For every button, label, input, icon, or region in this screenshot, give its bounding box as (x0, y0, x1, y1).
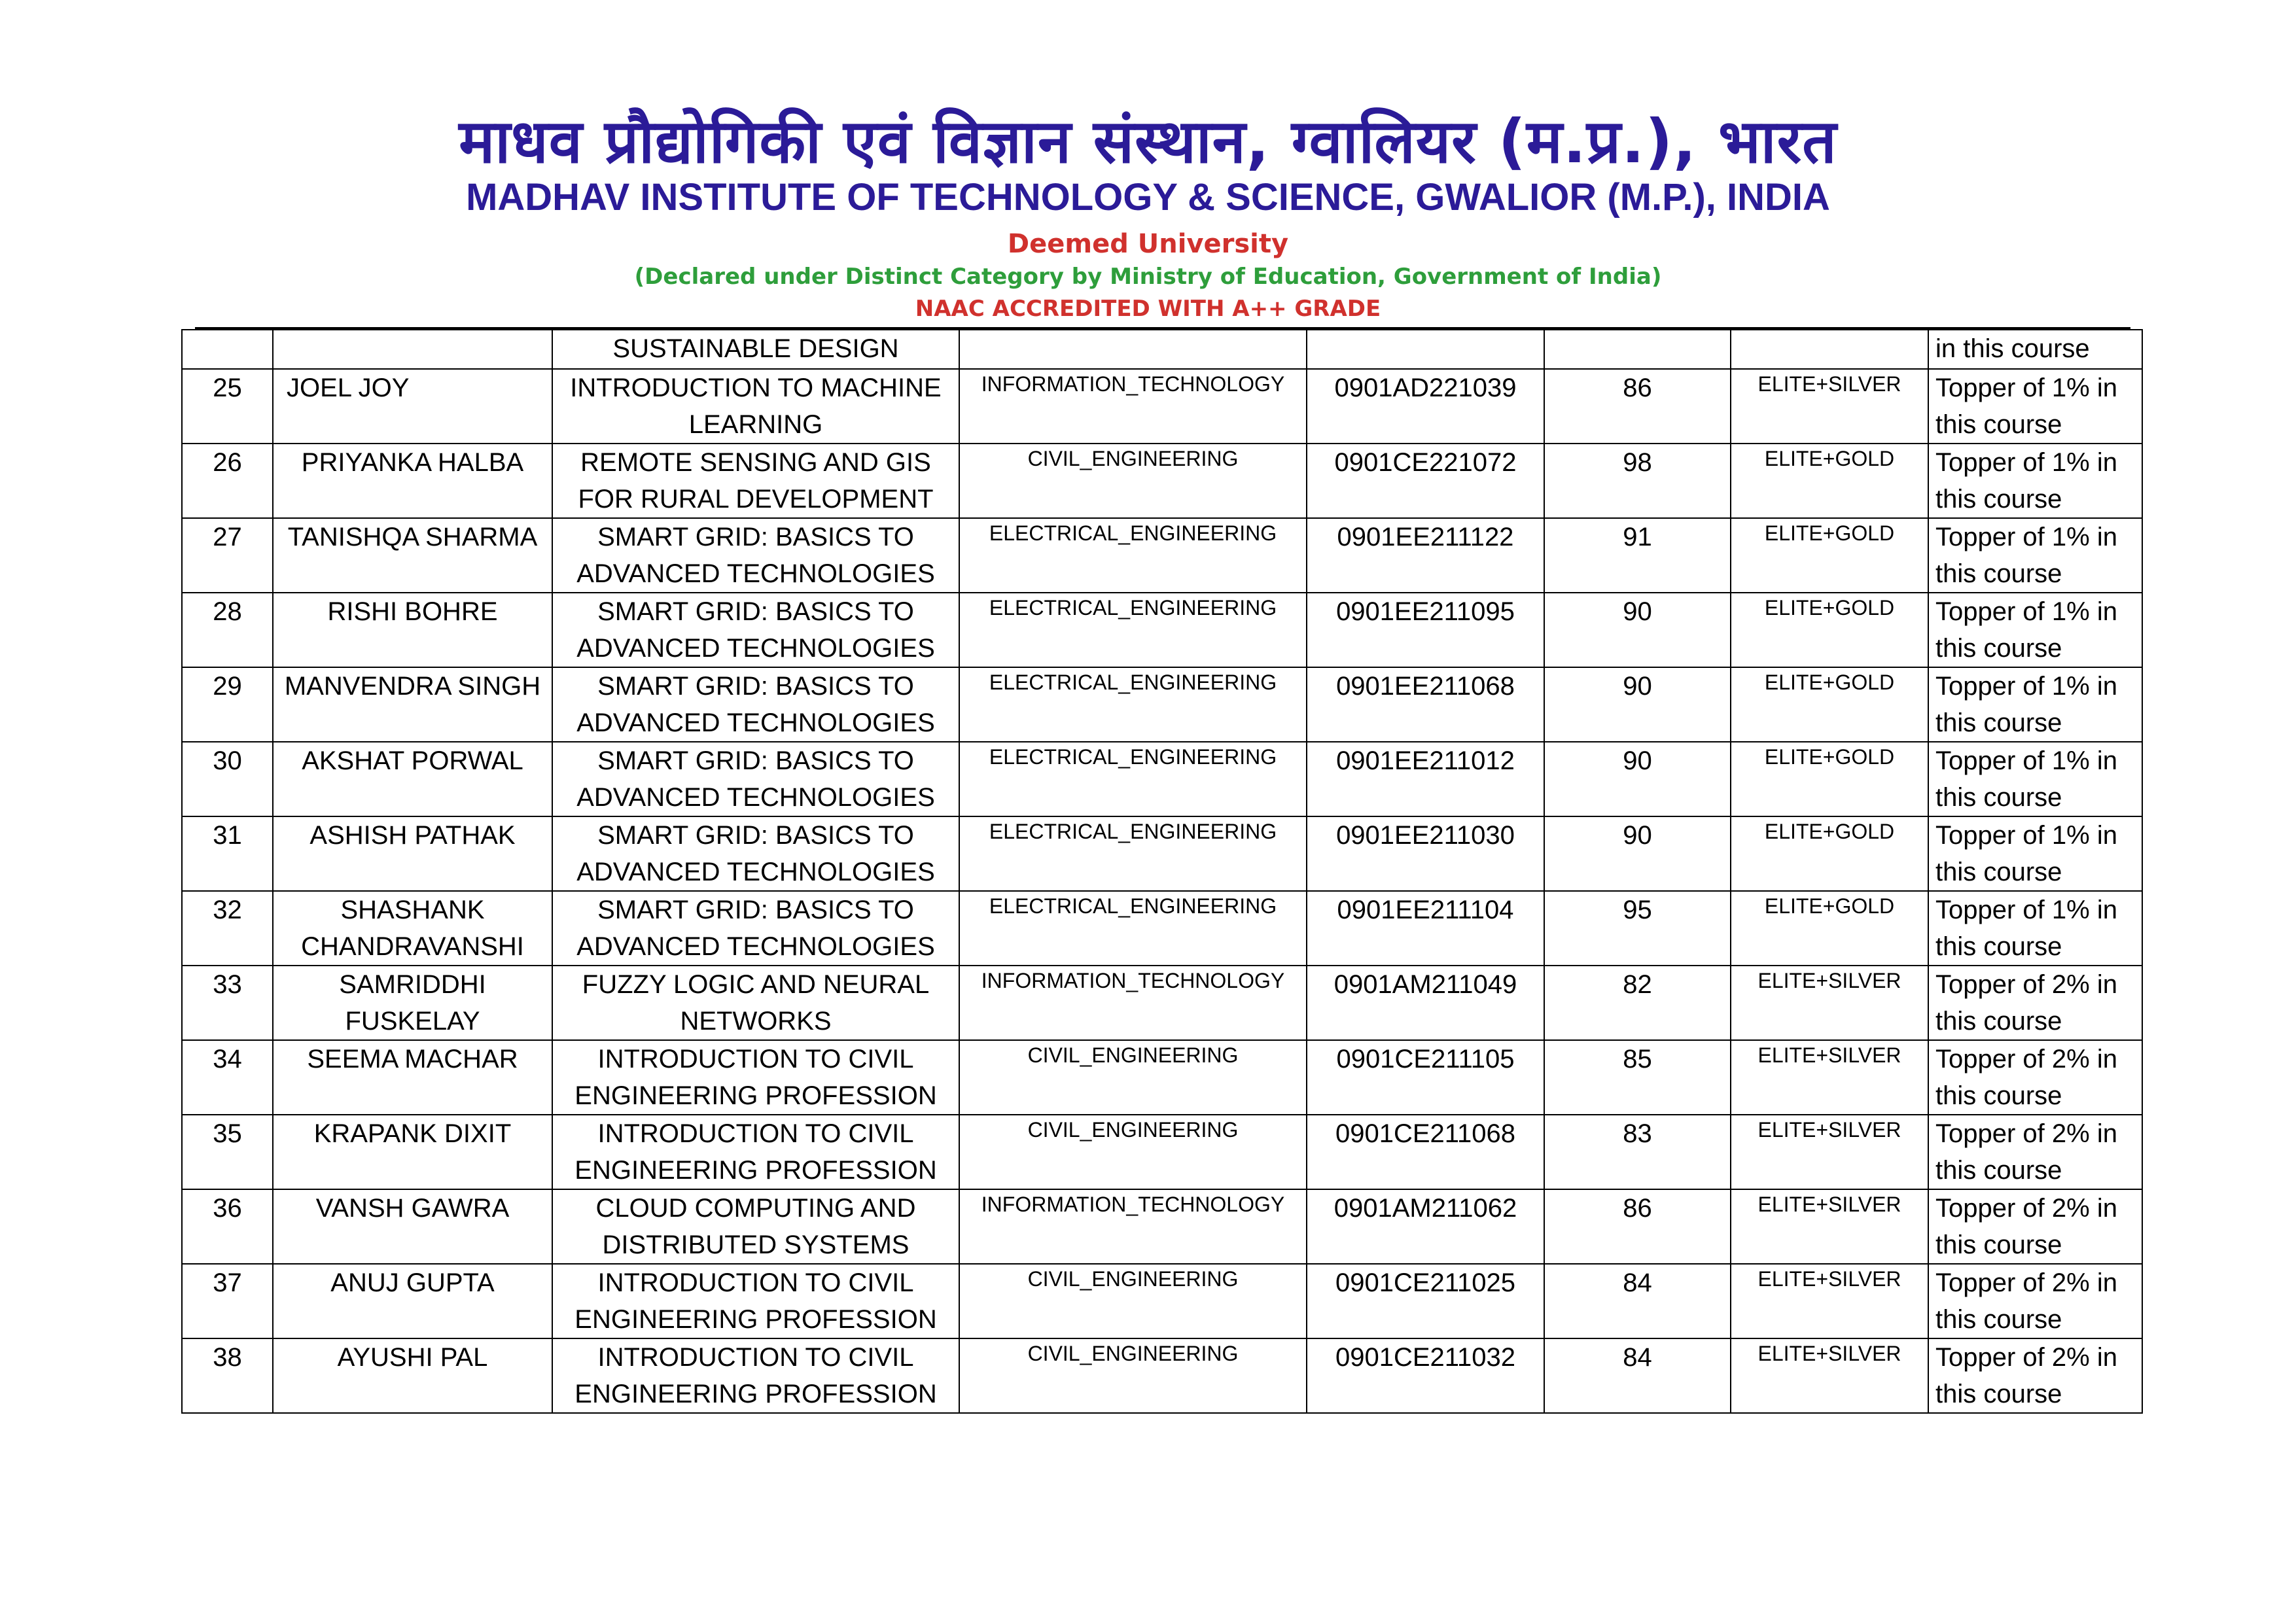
cell-course: SMART GRID: BASICS TO ADVANCED TECHNOLOGIES (552, 816, 959, 891)
cell-sno: 29 (182, 667, 273, 742)
table-row (182, 1338, 2142, 1413)
cell-name: AYUSHI PAL (273, 1338, 552, 1413)
cell-name: TANISHQA SHARMA (273, 518, 552, 593)
cell-certificate: ELITE+SILVER (1731, 1264, 1928, 1338)
cell-name: JOEL JOY (273, 369, 552, 444)
cell-sno: 25 (182, 369, 273, 444)
table-row (182, 891, 2142, 966)
cell-department: ELECTRICAL_ENGINEERING (959, 593, 1307, 667)
cell-department (959, 330, 1307, 369)
cell-name: RISHI BOHRE (273, 593, 552, 667)
cell-sno (182, 330, 273, 369)
cell-rank: Topper of 1% in this course (1928, 444, 2142, 518)
cell-department: CIVIL_ENGINEERING (959, 1040, 1307, 1115)
cell-roll-number: 0901CE211105 (1307, 1040, 1544, 1115)
cell-roll-number: 0901EE211068 (1307, 667, 1544, 742)
cell-roll-number: 0901EE211122 (1307, 518, 1544, 593)
cell-sno: 33 (182, 966, 273, 1040)
table-row (182, 742, 2142, 816)
cell-course: INTRODUCTION TO CIVIL ENGINEERING PROFESSION (552, 1338, 959, 1413)
institute-title-hindi: माधव प्रौद्योगिकी एवं विज्ञान संस्थान, ग्वालियर (म.प्र.), भारत (459, 107, 1837, 177)
cell-name: SAMRIDDHI FUSKELAY (273, 966, 552, 1040)
cell-department: ELECTRICAL_ENGINEERING (959, 742, 1307, 816)
cell-score: 86 (1544, 1189, 1731, 1264)
cell-certificate: ELITE+GOLD (1731, 667, 1928, 742)
cell-score: 84 (1544, 1338, 1731, 1413)
cell-score: 91 (1544, 518, 1731, 593)
table-row (182, 1040, 2142, 1115)
cell-department: ELECTRICAL_ENGINEERING (959, 891, 1307, 966)
cell-name: KRAPANK DIXIT (273, 1115, 552, 1189)
cell-course: FUZZY LOGIC AND NEURAL NETWORKS (552, 966, 959, 1040)
table-row (182, 1189, 2142, 1264)
cell-certificate: ELITE+GOLD (1731, 816, 1928, 891)
cell-rank: Topper of 2% in this course (1928, 1189, 2142, 1264)
cell-rank: Topper of 1% in this course (1928, 593, 2142, 667)
cell-sno: 32 (182, 891, 273, 966)
cell-name: VANSH GAWRA (273, 1189, 552, 1264)
cell-sno: 34 (182, 1040, 273, 1115)
cell-course: SMART GRID: BASICS TO ADVANCED TECHNOLOGIES (552, 518, 959, 593)
cell-certificate: ELITE+SILVER (1731, 1189, 1928, 1264)
cell-department: CIVIL_ENGINEERING (959, 444, 1307, 518)
cell-rank: Topper of 1% in this course (1928, 742, 2142, 816)
cell-roll-number: 0901EE211104 (1307, 891, 1544, 966)
cell-rank: Topper of 1% in this course (1928, 816, 2142, 891)
cell-sno: 26 (182, 444, 273, 518)
cell-course: INTRODUCTION TO CIVIL ENGINEERING PROFESSION (552, 1040, 959, 1115)
cell-course: SMART GRID: BASICS TO ADVANCED TECHNOLOGIES (552, 891, 959, 966)
cell-score: 86 (1544, 369, 1731, 444)
declaration-statement: (Declared under Distinct Category by Ministry of Education, Government of India) (634, 264, 1662, 290)
cell-roll-number: 0901EE211030 (1307, 816, 1544, 891)
cell-rank: Topper of 2% in this course (1928, 1040, 2142, 1115)
cell-sno: 36 (182, 1189, 273, 1264)
table-row (182, 816, 2142, 891)
cell-name: SEEMA MACHAR (273, 1040, 552, 1115)
cell-roll-number: 0901AD221039 (1307, 369, 1544, 444)
table-row (182, 518, 2142, 593)
table-row (182, 444, 2142, 518)
cell-score: 84 (1544, 1264, 1731, 1338)
cell-score: 82 (1544, 966, 1731, 1040)
cell-roll-number: 0901CE211068 (1307, 1115, 1544, 1189)
cell-name (273, 330, 552, 369)
naac-accreditation: NAAC ACCREDITED WITH A++ GRADE (915, 296, 1381, 322)
cell-certificate: ELITE+SILVER (1731, 1338, 1928, 1413)
cell-rank: Topper of 1% in this course (1928, 891, 2142, 966)
cell-roll-number: 0901CE221072 (1307, 444, 1544, 518)
cell-certificate: ELITE+GOLD (1731, 742, 1928, 816)
cell-score (1544, 330, 1731, 369)
cell-score: 83 (1544, 1115, 1731, 1189)
cell-name: ANUJ GUPTA (273, 1264, 552, 1338)
cell-sno: 37 (182, 1264, 273, 1338)
cell-department: CIVIL_ENGINEERING (959, 1115, 1307, 1189)
table-row (182, 667, 2142, 742)
cell-sno: 28 (182, 593, 273, 667)
cell-certificate: ELITE+SILVER (1731, 1040, 1928, 1115)
cell-department: CIVIL_ENGINEERING (959, 1264, 1307, 1338)
cell-department: INFORMATION_TECHNOLOGY (959, 966, 1307, 1040)
cell-course: SUSTAINABLE DESIGN (552, 330, 959, 369)
cell-course: CLOUD COMPUTING AND DISTRIBUTED SYSTEMS (552, 1189, 959, 1264)
cell-roll-number: 0901AM211062 (1307, 1189, 1544, 1264)
cell-sno: 35 (182, 1115, 273, 1189)
table-row-continued (182, 330, 2142, 369)
cell-score: 85 (1544, 1040, 1731, 1115)
cell-name: ASHISH PATHAK (273, 816, 552, 891)
cell-score: 90 (1544, 816, 1731, 891)
table-row (182, 966, 2142, 1040)
cell-name: MANVENDRA SINGH (273, 667, 552, 742)
cell-course: REMOTE SENSING AND GIS FOR RURAL DEVELOPMENT (552, 444, 959, 518)
cell-certificate (1731, 330, 1928, 369)
cell-name: AKSHAT PORWAL (273, 742, 552, 816)
cell-rank: Topper of 1% in this course (1928, 369, 2142, 444)
cell-department: ELECTRICAL_ENGINEERING (959, 667, 1307, 742)
cell-sno: 30 (182, 742, 273, 816)
cell-name: SHASHANK CHANDRAVANSHI (273, 891, 552, 966)
cell-course: INTRODUCTION TO MACHINE LEARNING (552, 369, 959, 444)
cell-name: PRIYANKA HALBA (273, 444, 552, 518)
cell-course: INTRODUCTION TO CIVIL ENGINEERING PROFESSION (552, 1115, 959, 1189)
cell-certificate: ELITE+SILVER (1731, 369, 1928, 444)
cell-roll-number: 0901CE211025 (1307, 1264, 1544, 1338)
cell-sno: 38 (182, 1338, 273, 1413)
cell-roll-number: 0901CE211032 (1307, 1338, 1544, 1413)
cell-rank: Topper of 2% in this course (1928, 1264, 2142, 1338)
cell-roll-number: 0901EE211095 (1307, 593, 1544, 667)
cell-course: SMART GRID: BASICS TO ADVANCED TECHNOLOGIES (552, 742, 959, 816)
cell-department: INFORMATION_TECHNOLOGY (959, 1189, 1307, 1264)
cell-department: ELECTRICAL_ENGINEERING (959, 518, 1307, 593)
cell-score: 90 (1544, 593, 1731, 667)
cell-roll-number: 0901AM211049 (1307, 966, 1544, 1040)
cell-sno: 27 (182, 518, 273, 593)
cell-rank: Topper of 1% in this course (1928, 667, 2142, 742)
cell-department: CIVIL_ENGINEERING (959, 1338, 1307, 1413)
cell-score: 98 (1544, 444, 1731, 518)
cell-certificate: ELITE+GOLD (1731, 444, 1928, 518)
cell-rank: in this course (1928, 330, 2142, 369)
cell-course: SMART GRID: BASICS TO ADVANCED TECHNOLOGIES (552, 593, 959, 667)
cell-roll-number: 0901EE211012 (1307, 742, 1544, 816)
cell-sno: 31 (182, 816, 273, 891)
cell-certificate: ELITE+GOLD (1731, 518, 1928, 593)
cell-certificate: ELITE+GOLD (1731, 891, 1928, 966)
results-table (181, 329, 2143, 1414)
cell-score: 90 (1544, 667, 1731, 742)
cell-certificate: ELITE+GOLD (1731, 593, 1928, 667)
cell-certificate: ELITE+SILVER (1731, 1115, 1928, 1189)
cell-department: ELECTRICAL_ENGINEERING (959, 816, 1307, 891)
cell-rank: Topper of 1% in this course (1928, 518, 2142, 593)
cell-certificate: ELITE+SILVER (1731, 966, 1928, 1040)
institute-title-english: MADHAV INSTITUTE OF TECHNOLOGY & SCIENCE, GWALIOR (M.P.), INDIA (466, 176, 1830, 218)
cell-rank: Topper of 2% in this course (1928, 1115, 2142, 1189)
cell-rank: Topper of 2% in this course (1928, 966, 2142, 1040)
deemed-university-label: Deemed University (1007, 229, 1289, 259)
cell-department: INFORMATION_TECHNOLOGY (959, 369, 1307, 444)
cell-roll-number (1307, 330, 1544, 369)
table-row (182, 1115, 2142, 1189)
cell-score: 90 (1544, 742, 1731, 816)
cell-score: 95 (1544, 891, 1731, 966)
cell-course: SMART GRID: BASICS TO ADVANCED TECHNOLOGIES (552, 667, 959, 742)
table-row (182, 1264, 2142, 1338)
table-row (182, 369, 2142, 444)
cell-rank: Topper of 2% in this course (1928, 1338, 2142, 1413)
cell-course: INTRODUCTION TO CIVIL ENGINEERING PROFESSION (552, 1264, 959, 1338)
table-row (182, 593, 2142, 667)
